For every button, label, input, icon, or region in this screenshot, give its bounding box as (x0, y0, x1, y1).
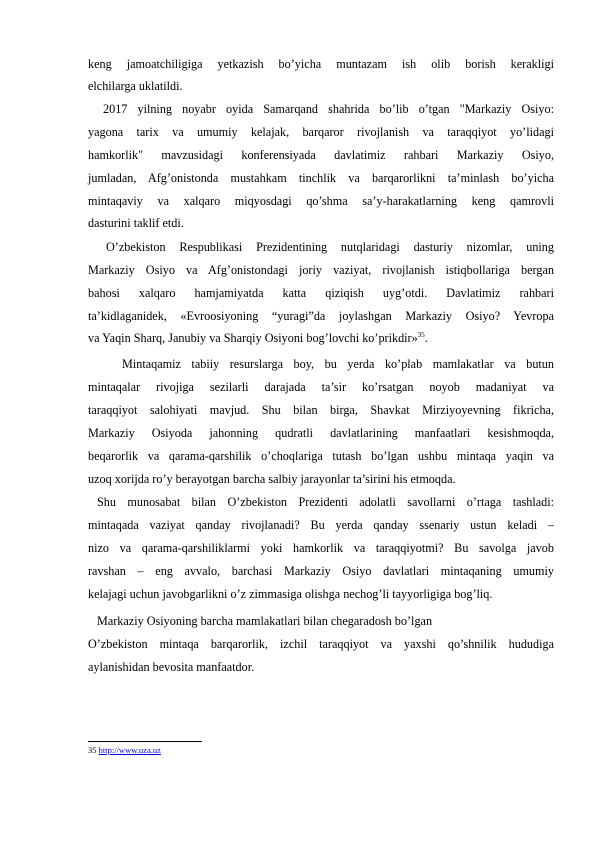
text-line: hamkorlik" mavzusidagi konferensiyada davlatimiz rahbari Markaziy Osiyo, (88, 148, 554, 162)
text-line: elchilarga uklatildi. (88, 79, 183, 93)
text-line: Markaziy Osiyo va Afg’onistondagi joriy vaziyat, rivojlanish istiqbollariga bergan (88, 263, 554, 277)
text-line: Markaziy Osiyoning barcha mamlakatlari bilan chegaradosh bo’lgan (97, 614, 433, 628)
text-line: keng jamoatchiligiga yetkazish bo’yicha muntazam ish olib borish kerakligi (88, 57, 554, 71)
text-line: aylanishidan bevosita manfaatdor. (88, 660, 255, 674)
footnote-reference: 35 (417, 330, 425, 339)
text-line: uzoq xorijda ro’y berayotgan barcha salbiy jarayonlar ta’sirini his etmoqda. (88, 472, 456, 486)
text-line: dasturini taklif etdi. (88, 216, 184, 230)
footnote-link[interactable]: http://www.uza.uz (98, 745, 161, 755)
text-line: Markaziy Osiyoda jahonning qudratli davlatlarining manfaatlari kesishmoqda, (88, 426, 554, 440)
text-line: mintaqaviy va xalqaro miqyosdagi qo’shma sa’y-harakatlarning keng qamrovli (88, 194, 554, 208)
text-line: jumladan, Afg’onistonda mustahkam tinchlik va barqarorlikni ta’minlash bo’yicha (88, 171, 554, 185)
footnote-separator (88, 741, 202, 742)
text-line: yagona tarix va umumiy kelajak, barqaror rivojlanish va taraqqiyot yo’lidagi (88, 125, 554, 139)
text-line-with-footnote (88, 331, 554, 345)
text-line: bahosi xalqaro hamjamiyatda katta qiziqish uyg’otdi. Davlatimiz rahbari (88, 286, 554, 300)
text-line: ta’kidlaganidek, «Evroosiyoning “yuragi”da joylashgan Markaziy Osiyo? Yevropa (88, 309, 554, 323)
text-line: ravshan – eng avvalo, barchasi Markaziy Osiyo davlatlari mintaqaning umumiy (88, 564, 554, 578)
text-line: O’zbekiston mintaqa barqarorlik, izchil taraqqiyot va yaxshi qo’shnilik hududiga (88, 637, 554, 651)
text-line: beqarorlik va qarama-qarshilik o’choqlariga tutash bo’lgan ushbu mintaqa yaqin va (88, 449, 554, 463)
text-line: mintaqada vaziyat qanday rivojlanadi? Bu yerda qanday ssenariy ustun keladi – (88, 518, 554, 532)
text-line: nizo va qarama-qarshiliklarmi yoki hamkorlik va taraqqiyotmi? Bu savolga javob (88, 541, 554, 555)
text-line: Mintaqamiz tabiiy resurslarga boy, bu yerda ko’plab mamlakatlar va butun (122, 357, 554, 371)
footnote-number: 35 (88, 745, 97, 755)
text-line: O’zbekiston Respublikasi Prezidentining nutqlaridagi dasturiy nizomlar, uning (106, 240, 554, 254)
text-line: Shu munosabat bilan O’zbekiston Prezidenti adolatli savollarni o’rtaga tashladi: (97, 495, 554, 509)
text-line: taraqqiyot salohiyati mavjud. Shu bilan birga, Shavkat Mirziyoyevning fikricha, (88, 403, 554, 417)
text-span: . (424, 331, 428, 345)
text-line: mintaqalar rivojiga sezilarli darajada ta’sir ko’rsatgan noyob madaniyat va (88, 380, 554, 394)
footnote (88, 745, 161, 755)
text-span: va Yaqin Sharq, Janubiy va Sharqiy Osiyoni bog’lovchi ko’prikdir» (88, 331, 418, 345)
text-line: kelajagi uchun javobgarlikni o’z zimmasiga olishga nechog’li tayyorligiga bog’liq. (88, 587, 493, 601)
text-line: 2017 yilning noyabr oyida Samarqand shahrida bo’lib o’tgan "Markaziy Osiyo: (103, 102, 554, 116)
